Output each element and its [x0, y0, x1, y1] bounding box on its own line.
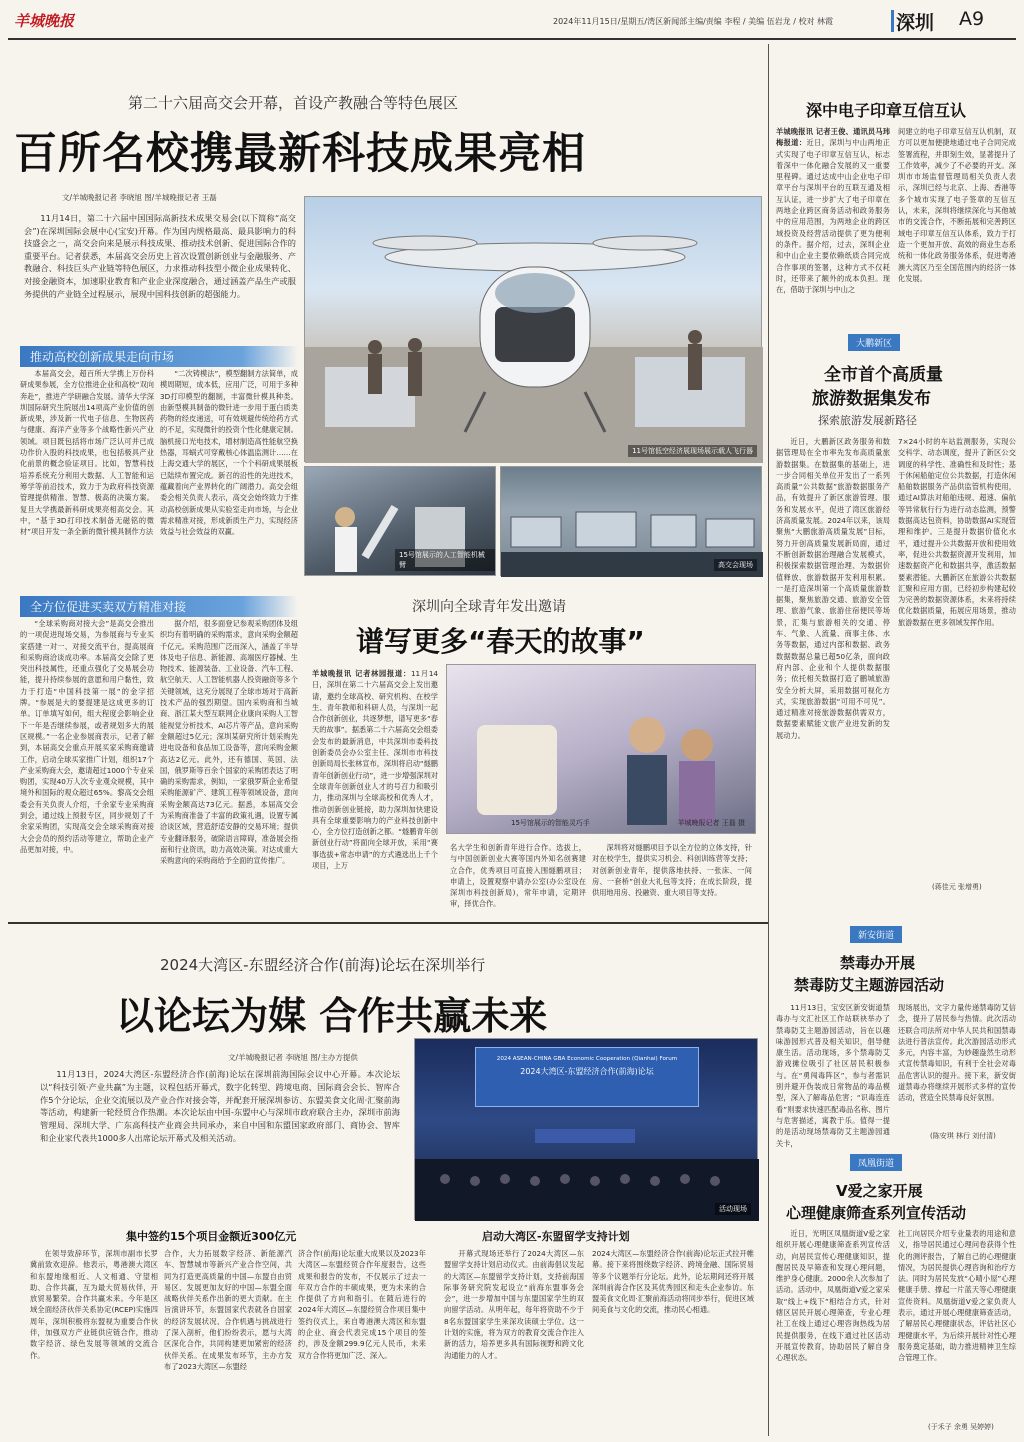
story1-col-a2: “二次铸模法”，模型翻制方法简单，成模周期短，成本低，应用广泛，可用于多种3D打印模型的翻制，丰富微针模具种类。由新型模具制备的微针进一步用于蛋白质类药物的经皮递送，可有效规避传统给药方式的不足，实现微针的投资个性化健康定制。脑机接口光电技术，增材制造高性能航空换热器，耳蜗式可穿戴核心体温监测计……在上海交通大学的展区，一个个科研成果展板已陆续布置完成。新召的沿性的先进技术，蕴藏着向产业界转化的广阔潜力。高交会组委会相关负责人表示，高交会始终致力于推动高校创新成果从实验室走向市场，与企业需求精准对接，形成新质生产力，实现经济效益与社会效益的双赢。: [160, 369, 298, 537]
masthead: [8, 8, 1016, 34]
photo-drone-exhibit: [304, 196, 762, 462]
drone-illustration: [305, 197, 763, 463]
story1-byline: 文/羊城晚报记者 李晓旭 图/羊城晚报记者 王磊: [62, 193, 217, 202]
right1-headline: 深中电子印章互信互认: [806, 101, 967, 120]
story3-col5: 2024大湾区—东盟经济合作(前海)论坛正式拉开帷幕。接下来将围绕数字经济、跨境金融、国际贸易等多个议题举行分论坛。此外，论坛期间还将开展深圳前海合作区及其优秀园区和走头企业参访。东盟美食文化周·汇聚前海活动将同步举行，促进区域间美食与文化的交流，推动民心相通。: [592, 1249, 754, 1315]
forum-screen-title-cn: 2024大湾区-东盟经济合作(前海)论坛: [520, 1067, 654, 1076]
story3-lead: 11月13日，2024大湾区-东盟经济合作(前海)论坛在深圳前海国际会议中心开幕。本次论坛以“科技引领·产业共赢”为主题，议程包括开幕式，数字化转型、跨境电商、国际商会会长、智库合作5个分论坛，企业交流展以及产业合作对接会等，并配套开展深圳参访、东盟美食文化周·汇聚前海等活动，构建新一轮经贸合作热潮。本次论坛由中国-东盟中心与深圳市政府联合主办，深圳市前海管理局、深圳大学、广东高科技产业商会共同承办，来自中国和东盟国家政府部门、商协会、智库和企业家代表共1000多人出席论坛开幕式及相关活动。: [40, 1069, 400, 1143]
story3-byline: 文/羊城晚报记者 李晓旭 图/主办方提供: [228, 1053, 358, 1062]
dateline: 2024年11月15日/星期五/湾区新闻部主编/责编 李程 / 美编 伍岩龙 / 校对 林霞: [553, 17, 833, 26]
right3-credit: (陈安琪 林行 刘付清): [930, 1132, 996, 1140]
forum-screen-title-en: 2024 ASEAN-CHINA GBA Economic Cooperation (Qianhai) Forum: [496, 1056, 678, 1062]
right3-col2: 现场展出，文字力量传递禁毒防艾信念，提升了居民参与热情。此次活动还联合司法所对中华人民共和国禁毒法进行普法宣传。此次游园活动形式多元，内容丰富，为妙趣盎然生动形式宣传禁毒知识，有利于全社会对毒品危害认识的提升。接下来，新安街道禁毒办将继续开展形式多样的宣传活动，营造全民禁毒良好氛围。: [898, 1003, 1016, 1103]
right4-col1: 近日，光明区凤凰街道V爱之家组织开展心理健康筛查系列宣传活动，向居民宣传心理健康知识，提醒居民及早筛查和发现心理问题，维护身心健康。2000余人次参加了活动。活动中，凤凰街道V爱之家采取“线上+线下”相结合方式，针对辖区居民开展心理筛查，专业心理社工在线上通过心理咨询热线为居民提供服务，在线下通过社区活动开展宣传教育，协助居民了解自身心理状态。: [776, 1229, 890, 1363]
right4-headline-a: V爱之家开展: [836, 1182, 923, 1200]
photo-forum-stage: [414, 1038, 758, 1220]
right3-col1: 11月13日，宝安区新安街道禁毒办与文汇社区工作站联袂举办了禁毒防艾主题游园活动，旨在以趣味游园形式普及相关知识，倡导健康生活。活动现场，多个禁毒防艾游戏摊位吸引了社区居民积极参与。在“勇闯毒阵区”，参与者需识别并避开伪装成日常物品的毒品模型，深入了解毒品危害；“识毒连连看”则要求快速匹配毒品名称、图片与危害描述，寓教于乐。值得一提的是活动现场禁毒防艾主题游园通关卡，: [776, 1003, 890, 1148]
newspaper-logo: 羊城晚报: [14, 12, 75, 30]
story3-col3: 济合作(前海)论坛重大成果以及2023年大湾区—东盟经贸合作年度报告，这些成果和报告的发布，不仅展示了过去一年双方合作的丰硕成果，更为未来的合作提供了方向和指引。在随后进行的2024年大湾区—东盟经贸合作项目集中签约仪式上，来自粤港澳大湾区和东盟的企业、商会代表完成15个项目的签约，涉及金额299.9亿元人民币，未来双方合作将更加广泛、深入。: [298, 1249, 426, 1360]
right3-headline-a: 禁毒办开展: [840, 954, 916, 972]
tag-xinan: 新安街道: [850, 926, 902, 943]
story2-col1: [312, 668, 438, 916]
story1-col-a1: 本届高交会，超百所大学携上万份科研成果参展，全方位推进企业和高校“双向奔赴”，推进产学研融合发展。清华大学深圳国际研究生院展出14项高产业价值的创新成果，涉及新一代电子信息、生物医药与健康、海洋产业等多个战略性新兴产业领域。项目既包括将市场广泛认可并已成功作价入股的科技成果，也包括极具产业化前景的概念验证项目。比如，智慧科技培养系统充分利用大数据、人工智能和运筹学等前沿技术，致力于为政府科技资源管理提供精准、智慧、极高的决策方案。复旦大学携最新科研成果亮相高交会。其中，“基于3D打印技术制备无磁铭的微材”项目开发一条全新的微针模具制作方法: [20, 369, 154, 537]
right2-col1: 近日，大鹏新区政务服务和数据管理局在全市率先发布高质量旅游数据集。在数据集的基础上，进一步合同相关单位开发出了一系列高质量“公共数据”旅游数据服务产品，有效提升了新区旅游管理、服务和发展水平，促进了湾区旅游经济高质量发展。2024年以来，该局聚焦“大鹏旅游高质量发展”目标，努力开创高质量发展新局面，通过不断创新数据治理融合发展模式，积极探索数据管理治理、为数据价值释放、旅游数据开发利用积累。一是打造深圳第一个高质量旅游数据集，聚焦旅游交通、旅游安全管理、旅游气象、旅游住宿便民等场景，汇集与旅游相关的交通、停车、气象、人流量、商事主体、水务等数据，通过内部和数据、政务数据数据总量已超50亿条，面向政府内部、企业和个人提供数据服务；依托相关数据打造了鹏城旅游安全分析大屏，采用数据可视化方式，实现旅游数据“可用不可见”。通过精准对接旅游数据供需双方，数据要素赋能文旅产业进发新的发展动力。: [776, 437, 890, 740]
photo-expo-hall-caption: 高交会现场: [714, 559, 757, 571]
right2-credit: (蒋佳元 张增勇): [932, 883, 982, 891]
story3-kicker: 2024大湾区-东盟经济合作(前海)论坛在深圳举行: [160, 956, 486, 974]
story1-headline: 百所名校携最新科技成果亮相: [14, 129, 586, 179]
tag-dapeng: 大鹏新区: [848, 334, 900, 351]
story3-subhead-1: 集中签约15个项目金额近300亿元: [126, 1230, 297, 1243]
section-marker: [891, 10, 894, 32]
story1-col-b1: “全球采购商对接大会”是高交会推出的一项促进现场交易，为参展商与专业买家搭建一对一、对接交流平台，提高展商和采购商洽谈成功率。本届高交会除了更突出科技属性，还重点强化了交易展会功能，提升持续参展的意愿和用户黏性，致力于打造“中国科技第一展”的金字招牌。“参展是大的要提建是这成更多的订单。订单填写如何，组大程度会影响企业下一年是否继续参展，或者规划多大的展区规模。”一名企业参展商表示，记者了解到，本届高交会重点开展买家采购商邀请工作，启动全球买家推广计划，组织17个产业采购商大会，邀请超过1000个专业采购团，实现40万人次专业观众规模，其中境外和国际的观众超过65%。黎高交会组委会有关负责人介绍，千余家专业采购商到会，通过线上预报专区，同步规划了千余家采购团，实现高交会全球采购商对接大会会员的预约活动等建立，帮助企业产品更加对接，中。: [20, 619, 154, 854]
photo-smart-hand: [446, 664, 756, 834]
header-rule: [8, 38, 1016, 40]
tag-fenghuang: 凤凰街道: [850, 1154, 902, 1171]
story3-headline: 以论坛为媒 合作共赢未来: [116, 994, 548, 1038]
story1-subhead-1: 推动高校创新成果走向市场: [20, 346, 298, 367]
story1-subhead-2: 全方位促进买卖双方精准对接: [20, 596, 298, 617]
page-number: A9: [959, 8, 985, 30]
photo-robot-arm: [304, 466, 496, 576]
photo-drone-caption: 11号馆低空经济展现场展示载人飞行器: [628, 445, 757, 457]
story1-lead: 11月14日，第二十六届中国国际高新技术成果交易会(以下简称“高交会”)在深圳国际会展中心(宝安)开幕。作为国内规格最高、最具影响力的科技盛会之一，高交会向来是展示科技成果、推动技术创新、促进国际合作的重要平台。记者获悉，本届高交会历史上首次设置创新创业与金融服务、产教融合、科技巨头产业链等特色展区，力求推动科技型小微企业成果转化、对接金融资本，加速职业教育和产业企业深度融合，通过涵盖产品生产或服务提供的产业链全过程展示，展现中国科技创新的超强能力。: [24, 213, 296, 299]
story2-kicker: 深圳向全球青年发出邀请: [412, 599, 566, 615]
story3-subhead-2: 启动大湾区-东盟留学支持计划: [482, 1230, 630, 1243]
right1-col1-text: 近日，深圳与中山两地正式实现了电子印章互信互认，标志着深中一体化融合发展的又一重要里程碑。通过达成中山企业电子印章平台与深圳平台的互联互通及相互认证，进一步扩大了电子印章在两地企业跨区商务活动和政务服务中的应用范围，为两地企业的跨区域投资及经营活动提供了更为便利的条件。据介绍，过去，深圳企业和中山企业主要依赖纸质合同完成合作事项的签署，这种方式不仅耗时，还带来了额外的成本负担。现在，借助于深圳与中山之: [776, 138, 890, 295]
forum-audience-illustration: [415, 1039, 759, 1221]
photo-expo-hall: [500, 466, 762, 576]
story3-col2: 合作，大力拓展数字经济、新能源汽车、智慧城市等新兴产业合作空间，共同为打造更高质量的中国—东盟自由贸易区、发展更加友好的中国—东盟全面战略伙伴关系作出新的更大贡献。在主旨演讲环节，东盟国家代表就各自国家的经济发展状况、合作机遇与挑战进行了深入剖析，他们纷纷表示，愿与大湾区深化合作，共同构建更加紧密的经济伙伴关系。在成果发布环节，主办方发布了2023大湾区—东盟经: [164, 1249, 292, 1371]
photo-robot-arm-caption: 15号馆展示的人工智能机械臂: [395, 549, 495, 571]
story2-col3: 深圳将对燧鹏项目予以全方位的立体支持，针对在校学生，提供实习机会、科创训练营等支持；对创新创业青年，提供落地扶持、一张床、一间房、一套桥”创业大礼包等支持；在成长阶段，提供用地用房、投融资、重大项目等支持。: [592, 843, 752, 898]
right4-col2: 社工向居民介绍专业量表的用途和意义，指导居民通过心理问卷获得个性化的测评报告，了解自己的心理健康情况，为居民提供心理咨询和治疗方法。同时为居民发放“心晴小屋”心理健康手册、撑起一片蓝天等心理健康宣传资料。凤凰街道V爱之家负责人表示，通过开展心理健康筛查活动，了解居民心理健康状态，评估社区心理健康水平，为后续开展针对性心理服务奠定基础，助力推进精神卫生综合管理工作。: [898, 1229, 1016, 1363]
story2-col1-text: 11月14日，深圳在第二十六届高交会上发出邀请，邀约全球高校、研究机构、在校学生、青年教师和科研人员，与深圳一起合作创新创业，共逐梦想，谱写更多“春天的故事”。据悉第二十六届高交会组委会发布的最新消息，中共深圳市委科技创新委员会办公室主任、深圳市市科技创新局局长张林宣布，深圳将启动“燧鹏青年创新创业行动”，进一步增强深圳对全球青年创新创业人才的号召力和吸引力，推动深圳与全球高校和优秀人才，推动创新创业链接，助力深圳加快建设具有全球重要影响力的产业科技创新中心，全方位打造创新之都。“燧鹏青年创新创业行动”将面向全球开放，采用“赛事选拔+常态申请”的方式遴选出上千个项目，上万: [312, 669, 438, 871]
right4-headline-b: 心理健康筛查系列宣传活动: [786, 1204, 967, 1222]
story1-col-b2: 据介绍，很多面登记参观采购团体及组织均有着明确的采购需求，意向采购金额超千亿元。采购范围广泛而深入，涵盖了半导体及电子信息、新能源、高端医疗器械、生物技术、能源装备、工业设备、汽车工程、航空航天、人工智能机器人投资融资等多个关键领域，这充分展现了全球市场对于高新技术产品的强烈期望。国内采购商和当城商、浙江某大型互联网企业康向采购人工智能视觉分析技术、AI芯片等产品，意向采购金额超过5亿元；深圳某研究所计划采购先进电设备和食品加工设备等，意向采购金额高达2亿元。此外，还有德国、英国、法国，俄罗斯等百余个国家的采购团表达了明确的采购需求，例如，一家俄罗斯企业希望采购能源矿产、建筑工程等领域设备，意向采购金额高达73亿元。据悉，本届高交会为采购商准备了丰富的政策礼遇，设置专属洽谈区域，营造舒适安静的交易环境；提供专业翻译服务，破除语言障碍，准备展会指南和行业资讯，助力高效决策。对达成重大采购意向的采购商给予全面的宣传推广。: [160, 619, 298, 866]
right1-col1: [776, 126, 890, 322]
right1-col2: 间建立的电子印章互信互认机制，双方可以更加便捷地通过电子合同完成签署流程，并即刻生效，显著提升了工作效率，减少了不必要的开支。深圳市市场监督管理局相关负责人表示，深圳已经与北京、上海、香港等多个城市实现了电子签章的互信互认，未来，深圳将继续深化与其他城市的交流合作，不断拓展和完善跨区域电子印章互信互认体系，致力于打造一个更加开放、高效的商业生态系统和一体化政务服务体系，促进粤港澳大湾区乃至全国范围内的经济一体化发展。: [898, 127, 1016, 283]
photo-smart-hand-caption: 15号馆展示的智能灵巧手: [511, 819, 590, 827]
story3-col4: 开幕式现场还举行了2024大湾区—东盟留学支持计划启动仪式。由前海倡议发起的大湾区—东盟留学支持计划，支持前海国际事务研究院发起设立“前海东盟事务会会”，进一步增加中国与东盟国家学生的双向留学活动。从明年起，每年将资助不少于8名东盟国家学生来深攻读硕士学位。这一计划的实施，将为双方的教育交流合作注入新的活力，培养更多具有国际视野和跨文化沟通能力的人才。: [444, 1249, 584, 1360]
right2-headline-a: 全市首个高质量: [824, 365, 943, 385]
section-name: 深圳: [896, 12, 935, 34]
story2-headline: 谱写更多“春天的故事”: [356, 625, 645, 658]
photo-forum-caption: 活动现场: [715, 1203, 751, 1215]
mid-rule: [8, 922, 768, 924]
right2-headline-b: 旅游数据集发布: [812, 389, 931, 409]
story2-col2: 名大学生和创新青年进行合作。选拔上，与中国创新创业大赛等国内外知名创赛建立合作，优秀项目可直接入围燧鹏项目；申请上，设置观察中请办公室(办公室设在深圳市科技创新局)，常年申请，定期评审，择优合作。: [450, 843, 586, 909]
smart-hand-illustration: [447, 665, 757, 835]
story2-byline: 羊城晚报讯 记者林园报道：: [312, 669, 411, 678]
right4-credit: (于禾子 余勇 吴婷婷): [928, 1423, 994, 1431]
story1-kicker: 第二十六届高交会开幕，首设产教融合等特色展区: [128, 94, 459, 112]
right2-subhead: 探索旅游发展新路径: [818, 414, 917, 427]
photo-smart-hand-credit: 羊城晚报记者 王磊 摄: [677, 819, 745, 827]
right2-col2: 7×24小时的车站监测服务，实现公交科学、动态调度，提升了新区公交调度的科学性、准确性和及时性；基于休闲船舶定位公共数据，打造休闲船舶数据服务产品供监管机构使用，通过AI算法对船舶违规、超速、偏航等异常航行行为进行动态监测，预警数据高达包资料，协助数据AI实现管理和维护。三是提升数据价值化水平，通过提升公共数据开放和使用效率，促进公共数据资源开发利用，加速数据资产化和数据共享，激活数据要素潜能。大鹏新区在旅游公共数据汇聚和应用方面，已经初步构建起较为完善的数据资源体系，未来将持续优化数据质量，拓展应用场景，推动旅游数据在更多领域发挥作用。: [898, 437, 1016, 627]
right1-byline: 羊城晚报讯 记者王俊、通讯员马玮梅报道：: [776, 127, 890, 148]
story3-col1: 在领导致辞环节，深圳市副市长罗冀前致欢迎辞。他表示，粤港澳大湾区和东盟地缘相近、人文相通、守望相助、合作共赢，互为最大贸易伙伴，开放贸易繁荣。合作共赢未来。今年是区域全面经济伙伴关系协定(RCEP)实施四周年，深圳积极将东盟视为重要合作伙伴，加强双方产业链供应链合作，推动数字经济、绿色发展等领域的交流合作。: [30, 1249, 158, 1360]
right-column-divider: [768, 44, 769, 1436]
right3-headline-b: 禁毒防艾主题游园活动: [794, 976, 945, 994]
